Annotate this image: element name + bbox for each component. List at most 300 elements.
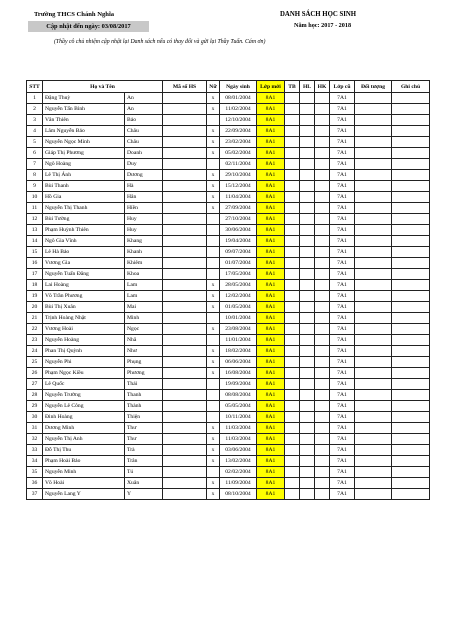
cell-student-id xyxy=(163,192,207,203)
cell-tb xyxy=(285,192,300,203)
cell-old-class: 7A1 xyxy=(330,104,355,115)
cell-stt: 22 xyxy=(27,324,43,335)
cell-notes xyxy=(392,280,430,291)
cell-notes xyxy=(392,390,430,401)
cell-old-class: 7A1 xyxy=(330,115,355,126)
table-row xyxy=(27,412,430,423)
cell-tb xyxy=(285,379,300,390)
cell-student-id xyxy=(163,423,207,434)
cell-hk xyxy=(315,115,330,126)
cell-category xyxy=(355,412,392,423)
cell-stt: 26 xyxy=(27,368,43,379)
cell-student-id xyxy=(163,324,207,335)
cell-surname: Giáp Thị Phương xyxy=(43,148,125,159)
cell-hl xyxy=(300,269,315,280)
header-old-class: Lớp cũ xyxy=(330,81,355,93)
cell-surname: Nguyễn Thị Anh xyxy=(43,434,125,445)
cell-hl xyxy=(300,115,315,126)
cell-stt: 8 xyxy=(27,170,43,181)
cell-stt: 30 xyxy=(27,412,43,423)
cell-female xyxy=(207,335,220,346)
cell-category xyxy=(355,291,392,302)
cell-stt: 9 xyxy=(27,181,43,192)
cell-new-class: 8A1 xyxy=(257,148,285,159)
cell-tb xyxy=(285,258,300,269)
cell-hl xyxy=(300,302,315,313)
cell-student-id xyxy=(163,214,207,225)
cell-notes xyxy=(392,269,430,280)
cell-surname: Nguyễn Trường xyxy=(43,390,125,401)
cell-hl xyxy=(300,159,315,170)
cell-hl xyxy=(300,137,315,148)
cell-tb xyxy=(285,181,300,192)
cell-stt: 27 xyxy=(27,379,43,390)
cell-notes xyxy=(392,324,430,335)
cell-old-class: 7A1 xyxy=(330,489,355,500)
cell-student-id xyxy=(163,236,207,247)
cell-tb xyxy=(285,313,300,324)
cell-notes xyxy=(392,214,430,225)
cell-old-class: 7A1 xyxy=(330,335,355,346)
cell-old-class: 7A1 xyxy=(330,181,355,192)
cell-stt: 1 xyxy=(27,93,43,104)
cell-category xyxy=(355,324,392,335)
cell-female: x xyxy=(207,434,220,445)
cell-female xyxy=(207,159,220,170)
cell-tb xyxy=(285,203,300,214)
cell-student-id xyxy=(163,489,207,500)
cell-tb xyxy=(285,467,300,478)
cell-birthdate: 05/05/2004 xyxy=(220,401,257,412)
cell-old-class: 7A1 xyxy=(330,247,355,258)
header-birthdate: Ngày sinh xyxy=(220,81,257,93)
cell-category xyxy=(355,269,392,280)
instruction-note: (Thầy cô chủ nhiệm cập nhật lại Danh sách nếu có thay đổi và gửi lại Thầy Tuấn. Cám ơn) xyxy=(54,39,266,45)
cell-category xyxy=(355,280,392,291)
cell-new-class: 8A1 xyxy=(257,181,285,192)
cell-female xyxy=(207,236,220,247)
cell-new-class: 8A1 xyxy=(257,445,285,456)
cell-student-id xyxy=(163,280,207,291)
cell-surname: Bùi Thị Xuân xyxy=(43,302,125,313)
cell-category xyxy=(355,346,392,357)
cell-surname: Đỗ Thị Thu xyxy=(43,445,125,456)
cell-notes xyxy=(392,368,430,379)
cell-female: x xyxy=(207,489,220,500)
cell-hl xyxy=(300,236,315,247)
cell-old-class: 7A1 xyxy=(330,434,355,445)
cell-tb xyxy=(285,412,300,423)
cell-hl xyxy=(300,335,315,346)
cell-notes xyxy=(392,467,430,478)
table-row xyxy=(27,291,430,302)
cell-stt: 34 xyxy=(27,456,43,467)
cell-new-class: 8A1 xyxy=(257,225,285,236)
cell-hk xyxy=(315,379,330,390)
cell-stt: 29 xyxy=(27,401,43,412)
cell-tb xyxy=(285,456,300,467)
cell-birthdate: 23/08/2004 xyxy=(220,324,257,335)
cell-birthdate: 17/05/2004 xyxy=(220,269,257,280)
cell-female xyxy=(207,390,220,401)
cell-student-id xyxy=(163,159,207,170)
cell-student-id xyxy=(163,412,207,423)
cell-stt: 17 xyxy=(27,269,43,280)
cell-tb xyxy=(285,159,300,170)
cell-female: x xyxy=(207,478,220,489)
cell-student-id xyxy=(163,379,207,390)
cell-category xyxy=(355,434,392,445)
header-full-name: Họ và Tên xyxy=(43,81,163,93)
cell-hk xyxy=(315,214,330,225)
cell-student-id xyxy=(163,269,207,280)
cell-new-class: 8A1 xyxy=(257,236,285,247)
cell-hk xyxy=(315,258,330,269)
cell-given-name: Xuân xyxy=(125,478,163,489)
cell-birthdate: 10/01/2004 xyxy=(220,313,257,324)
cell-surname: Nguyễn Thị Thanh xyxy=(43,203,125,214)
cell-new-class: 8A1 xyxy=(257,192,285,203)
document-title: DANH SÁCH HỌC SINH xyxy=(280,11,357,18)
cell-student-id xyxy=(163,445,207,456)
cell-category xyxy=(355,423,392,434)
cell-hk xyxy=(315,269,330,280)
cell-notes xyxy=(392,247,430,258)
cell-notes xyxy=(392,456,430,467)
cell-student-id xyxy=(163,104,207,115)
cell-tb xyxy=(285,423,300,434)
cell-birthdate: 13/02/2004 xyxy=(220,456,257,467)
cell-category xyxy=(355,247,392,258)
cell-hl xyxy=(300,368,315,379)
cell-birthdate: 09/07/2004 xyxy=(220,247,257,258)
cell-student-id xyxy=(163,357,207,368)
cell-new-class: 8A1 xyxy=(257,357,285,368)
cell-notes xyxy=(392,126,430,137)
cell-female xyxy=(207,379,220,390)
cell-hk xyxy=(315,280,330,291)
cell-student-id xyxy=(163,390,207,401)
cell-birthdate: 11/03/2004 xyxy=(220,423,257,434)
cell-given-name: Thái xyxy=(125,379,163,390)
cell-birthdate: 06/06/2004 xyxy=(220,357,257,368)
cell-birthdate: 23/02/2004 xyxy=(220,137,257,148)
cell-given-name: Thiện xyxy=(125,412,163,423)
cell-new-class: 8A1 xyxy=(257,324,285,335)
cell-stt: 12 xyxy=(27,214,43,225)
cell-new-class: 8A1 xyxy=(257,335,285,346)
cell-category xyxy=(355,258,392,269)
cell-hl xyxy=(300,313,315,324)
cell-given-name: Hà xyxy=(125,181,163,192)
header-tb: TB xyxy=(285,81,300,93)
table-header-row xyxy=(27,81,430,93)
cell-female: x xyxy=(207,181,220,192)
cell-student-id xyxy=(163,401,207,412)
cell-student-id xyxy=(163,137,207,148)
cell-hl xyxy=(300,247,315,258)
cell-hl xyxy=(300,324,315,335)
cell-tb xyxy=(285,489,300,500)
cell-student-id xyxy=(163,225,207,236)
header-notes: Ghi chú xyxy=(392,81,430,93)
cell-notes xyxy=(392,93,430,104)
cell-tb xyxy=(285,368,300,379)
cell-hk xyxy=(315,368,330,379)
cell-tb xyxy=(285,214,300,225)
cell-stt: 16 xyxy=(27,258,43,269)
cell-female xyxy=(207,115,220,126)
cell-stt: 15 xyxy=(27,247,43,258)
cell-notes xyxy=(392,357,430,368)
table-row xyxy=(27,203,430,214)
cell-female xyxy=(207,214,220,225)
cell-student-id xyxy=(163,247,207,258)
cell-category xyxy=(355,203,392,214)
cell-old-class: 7A1 xyxy=(330,170,355,181)
cell-hl xyxy=(300,181,315,192)
cell-stt: 6 xyxy=(27,148,43,159)
cell-birthdate: 16/08/2004 xyxy=(220,368,257,379)
cell-new-class: 8A1 xyxy=(257,104,285,115)
cell-tb xyxy=(285,335,300,346)
cell-birthdate: 08/10/2004 xyxy=(220,489,257,500)
table-row xyxy=(27,258,430,269)
cell-old-class: 7A1 xyxy=(330,346,355,357)
cell-female: x xyxy=(207,104,220,115)
cell-category xyxy=(355,478,392,489)
cell-given-name: Duy xyxy=(125,159,163,170)
header-stt: STT xyxy=(27,81,43,93)
cell-student-id xyxy=(163,93,207,104)
updated-date-banner xyxy=(28,21,149,32)
cell-given-name: Lam xyxy=(125,280,163,291)
cell-new-class: 8A1 xyxy=(257,456,285,467)
cell-new-class: 8A1 xyxy=(257,159,285,170)
table-row xyxy=(27,401,430,412)
cell-stt: 33 xyxy=(27,445,43,456)
cell-tb xyxy=(285,126,300,137)
cell-tb xyxy=(285,478,300,489)
cell-surname: Lê Thị Ánh xyxy=(43,170,125,181)
cell-new-class: 8A1 xyxy=(257,137,285,148)
cell-hl xyxy=(300,434,315,445)
cell-hk xyxy=(315,313,330,324)
cell-surname: Đinh Hoàng xyxy=(43,412,125,423)
cell-birthdate: 02/02/2004 xyxy=(220,467,257,478)
cell-stt: 35 xyxy=(27,467,43,478)
cell-new-class: 8A1 xyxy=(257,478,285,489)
cell-tb xyxy=(285,148,300,159)
cell-hl xyxy=(300,467,315,478)
cell-stt: 23 xyxy=(27,335,43,346)
cell-surname: Lâm Nguyễn Bảo xyxy=(43,126,125,137)
cell-tb xyxy=(285,236,300,247)
student-list-table xyxy=(26,80,430,500)
cell-old-class: 7A1 xyxy=(330,478,355,489)
cell-given-name: Khiêm xyxy=(125,258,163,269)
cell-birthdate: 11/09/2004 xyxy=(220,478,257,489)
table-row xyxy=(27,93,430,104)
cell-hl xyxy=(300,291,315,302)
cell-category xyxy=(355,368,392,379)
cell-surname: Trịnh Hoàng Nhật xyxy=(43,313,125,324)
cell-stt: 32 xyxy=(27,434,43,445)
cell-hk xyxy=(315,203,330,214)
cell-given-name: Trân xyxy=(125,456,163,467)
cell-surname: Nguyễn Phi xyxy=(43,357,125,368)
cell-hl xyxy=(300,489,315,500)
cell-given-name: Lam xyxy=(125,291,163,302)
cell-given-name: An xyxy=(125,104,163,115)
cell-new-class: 8A1 xyxy=(257,423,285,434)
table-row xyxy=(27,192,430,203)
cell-given-name: Như xyxy=(125,346,163,357)
cell-female: x xyxy=(207,192,220,203)
cell-given-name: Châu xyxy=(125,126,163,137)
cell-student-id xyxy=(163,313,207,324)
header-category: Đối tượng xyxy=(355,81,392,93)
cell-student-id xyxy=(163,258,207,269)
cell-hk xyxy=(315,181,330,192)
cell-hk xyxy=(315,434,330,445)
cell-hk xyxy=(315,324,330,335)
cell-category xyxy=(355,170,392,181)
cell-old-class: 7A1 xyxy=(330,390,355,401)
cell-female: x xyxy=(207,93,220,104)
cell-tb xyxy=(285,324,300,335)
cell-hk xyxy=(315,390,330,401)
cell-birthdate: 19/04/2004 xyxy=(220,236,257,247)
cell-category xyxy=(355,148,392,159)
cell-notes xyxy=(392,192,430,203)
cell-tb xyxy=(285,137,300,148)
cell-hl xyxy=(300,126,315,137)
cell-old-class: 7A1 xyxy=(330,313,355,324)
cell-student-id xyxy=(163,170,207,181)
table-row xyxy=(27,335,430,346)
table-row xyxy=(27,313,430,324)
cell-notes xyxy=(392,137,430,148)
table-row xyxy=(27,115,430,126)
table-row xyxy=(27,478,430,489)
cell-birthdate: 08/01/2004 xyxy=(220,93,257,104)
cell-female: x xyxy=(207,368,220,379)
cell-notes xyxy=(392,335,430,346)
cell-given-name: Khoa xyxy=(125,269,163,280)
cell-old-class: 7A1 xyxy=(330,357,355,368)
cell-category xyxy=(355,115,392,126)
updated-date-text: Cập nhật đến ngày: 03/08/2017 xyxy=(46,23,131,30)
cell-category xyxy=(355,302,392,313)
cell-stt: 31 xyxy=(27,423,43,434)
cell-birthdate: 02/11/2004 xyxy=(220,159,257,170)
cell-new-class: 8A1 xyxy=(257,280,285,291)
cell-birthdate: 08/08/2004 xyxy=(220,390,257,401)
cell-given-name: Doanh xyxy=(125,148,163,159)
cell-tb xyxy=(285,390,300,401)
cell-old-class: 7A1 xyxy=(330,258,355,269)
cell-birthdate: 28/05/2004 xyxy=(220,280,257,291)
cell-given-name: Khanh xyxy=(125,247,163,258)
school-name: Trường THCS Chánh Nghĩa xyxy=(34,11,115,18)
cell-birthdate: 11/01/2004 xyxy=(220,335,257,346)
cell-birthdate: 15/12/2004 xyxy=(220,181,257,192)
cell-stt: 36 xyxy=(27,478,43,489)
cell-surname: Nguyễn Lê Công xyxy=(43,401,125,412)
cell-stt: 13 xyxy=(27,225,43,236)
table-row xyxy=(27,126,430,137)
table-row xyxy=(27,379,430,390)
cell-old-class: 7A1 xyxy=(330,148,355,159)
cell-student-id xyxy=(163,456,207,467)
cell-birthdate: 11/03/2004 xyxy=(220,434,257,445)
cell-surname: Võ Hoài xyxy=(43,478,125,489)
cell-hl xyxy=(300,346,315,357)
cell-new-class: 8A1 xyxy=(257,401,285,412)
cell-hk xyxy=(315,236,330,247)
cell-stt: 19 xyxy=(27,291,43,302)
cell-stt: 11 xyxy=(27,203,43,214)
cell-stt: 28 xyxy=(27,390,43,401)
cell-notes xyxy=(392,104,430,115)
cell-stt: 3 xyxy=(27,115,43,126)
cell-hk xyxy=(315,159,330,170)
cell-new-class: 8A1 xyxy=(257,390,285,401)
cell-hl xyxy=(300,412,315,423)
cell-notes xyxy=(392,225,430,236)
cell-category xyxy=(355,390,392,401)
cell-hk xyxy=(315,401,330,412)
cell-old-class: 7A1 xyxy=(330,324,355,335)
cell-category xyxy=(355,456,392,467)
cell-surname: Nguyễn Lang Y xyxy=(43,489,125,500)
cell-hk xyxy=(315,357,330,368)
cell-surname: Vương Gia xyxy=(43,258,125,269)
table-row xyxy=(27,445,430,456)
cell-notes xyxy=(392,346,430,357)
table-row xyxy=(27,302,430,313)
cell-old-class: 7A1 xyxy=(330,456,355,467)
cell-female xyxy=(207,412,220,423)
cell-notes xyxy=(392,181,430,192)
table-row xyxy=(27,269,430,280)
cell-female: x xyxy=(207,445,220,456)
cell-surname: Nguyễn Tấn Bình xyxy=(43,104,125,115)
header-hl: HL xyxy=(300,81,315,93)
cell-hl xyxy=(300,401,315,412)
cell-female: x xyxy=(207,137,220,148)
cell-surname: Ngô Hoàng xyxy=(43,159,125,170)
cell-old-class: 7A1 xyxy=(330,159,355,170)
cell-tb xyxy=(285,115,300,126)
cell-hl xyxy=(300,456,315,467)
cell-tb xyxy=(285,401,300,412)
cell-notes xyxy=(392,478,430,489)
cell-category xyxy=(355,379,392,390)
cell-female: x xyxy=(207,423,220,434)
cell-stt: 2 xyxy=(27,104,43,115)
cell-surname: Hồ Gia xyxy=(43,192,125,203)
cell-surname: Nguyễn Hoàng xyxy=(43,335,125,346)
cell-hk xyxy=(315,489,330,500)
cell-hk xyxy=(315,445,330,456)
cell-female xyxy=(207,247,220,258)
cell-given-name: Thư xyxy=(125,423,163,434)
cell-tb xyxy=(285,291,300,302)
table-row xyxy=(27,423,430,434)
cell-birthdate: 11/04/2004 xyxy=(220,192,257,203)
